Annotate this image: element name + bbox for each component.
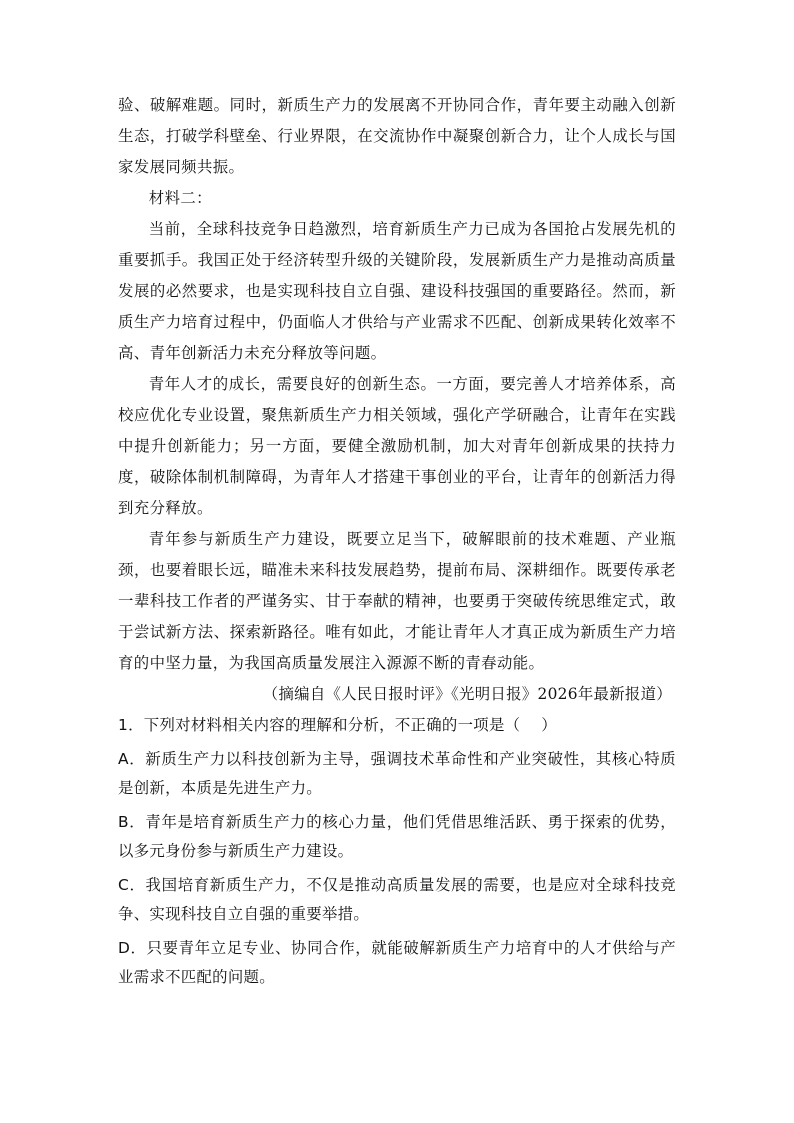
option-d: D．只要青年立足专业、协同合作，就能破解新质生产力培育中的人才供给与产业需求不匹配的问题。: [118, 939, 676, 986]
material-two-label: 材料二：: [148, 189, 212, 207]
source-citation: （摘编自《人民日报时评》《光明日报》2026年最新报道）: [262, 685, 672, 703]
material-two-section: [118, 183, 676, 710]
option-b: B．青年是培育新质生产力的核心力量，他们凭借思维活跃、勇于探索的优势，以多元身份参与新质生产力建设。: [118, 813, 676, 860]
question-1: [118, 711, 676, 992]
option-a: A．新质生产力以科技创新为主导，强调技术革命性和产业突破性，其核心特质是创新，本质是先进生产力。: [118, 750, 676, 797]
material-one-tail-paragraph: 验、破解难题。同时，新质生产力的发展离不开协同合作，青年要主动融入创新生态，打破学科壁垒、行业界限，在交流协作中凝聚创新合力，让个人成长与国家发展同频共振。: [118, 96, 676, 176]
option-c: C．我国培育新质生产力，不仅是推动高质量发展的需要，也是应对全球科技竞争、实现科技自立自强的重要举措。: [118, 876, 676, 923]
material-two-paragraph-1: 当前，全球科技竞争日趋激烈，培育新质生产力已成为各国抢占发展先机的重要抓手。我国正处于经济转型升级的关键阶段，发展新质生产力是推动高质量发展的必然要求，也是实现科技自立自强、建设科技强国的重要路径。然而，新质生产力培育过程中，仍面临人才供给与产业需求不匹配、创新成果转化效率不高、青年创新活力未充分释放等问题。: [118, 220, 676, 362]
material-two-paragraph-3: 青年参与新质生产力建设，既要立足当下，破解眼前的技术难题、产业瓶颈，也要着眼长远，瞄准未来科技发展趋势，提前布局、深耕细作。既要传承老一辈科技工作者的严谨务实、甘于奉献的精神，也要勇于突破传统思维定式，敢于尝试新方法、探索新路径。唯有如此，才能让青年人才真正成为新质生产力培育的中坚力量，为我国高质量发展注入源源不断的青春动能。: [118, 530, 676, 672]
material-two-paragraph-2: 青年人才的成长，需要良好的创新生态。一方面，要完善人才培养体系，高校应优化专业设置，聚焦新质生产力相关领域，强化产学研融合，让青年在实践中提升创新能力；另一方面，要健全激励机制，加大对青年创新成果的扶持力度，破除体制机制障碍，为青年人才搭建干事创业的平台，让青年的创新活力得到充分释放。: [118, 375, 676, 517]
question-stem: 1．下列对材料相关内容的理解和分析，不正确的一项是（ ）: [118, 716, 557, 734]
